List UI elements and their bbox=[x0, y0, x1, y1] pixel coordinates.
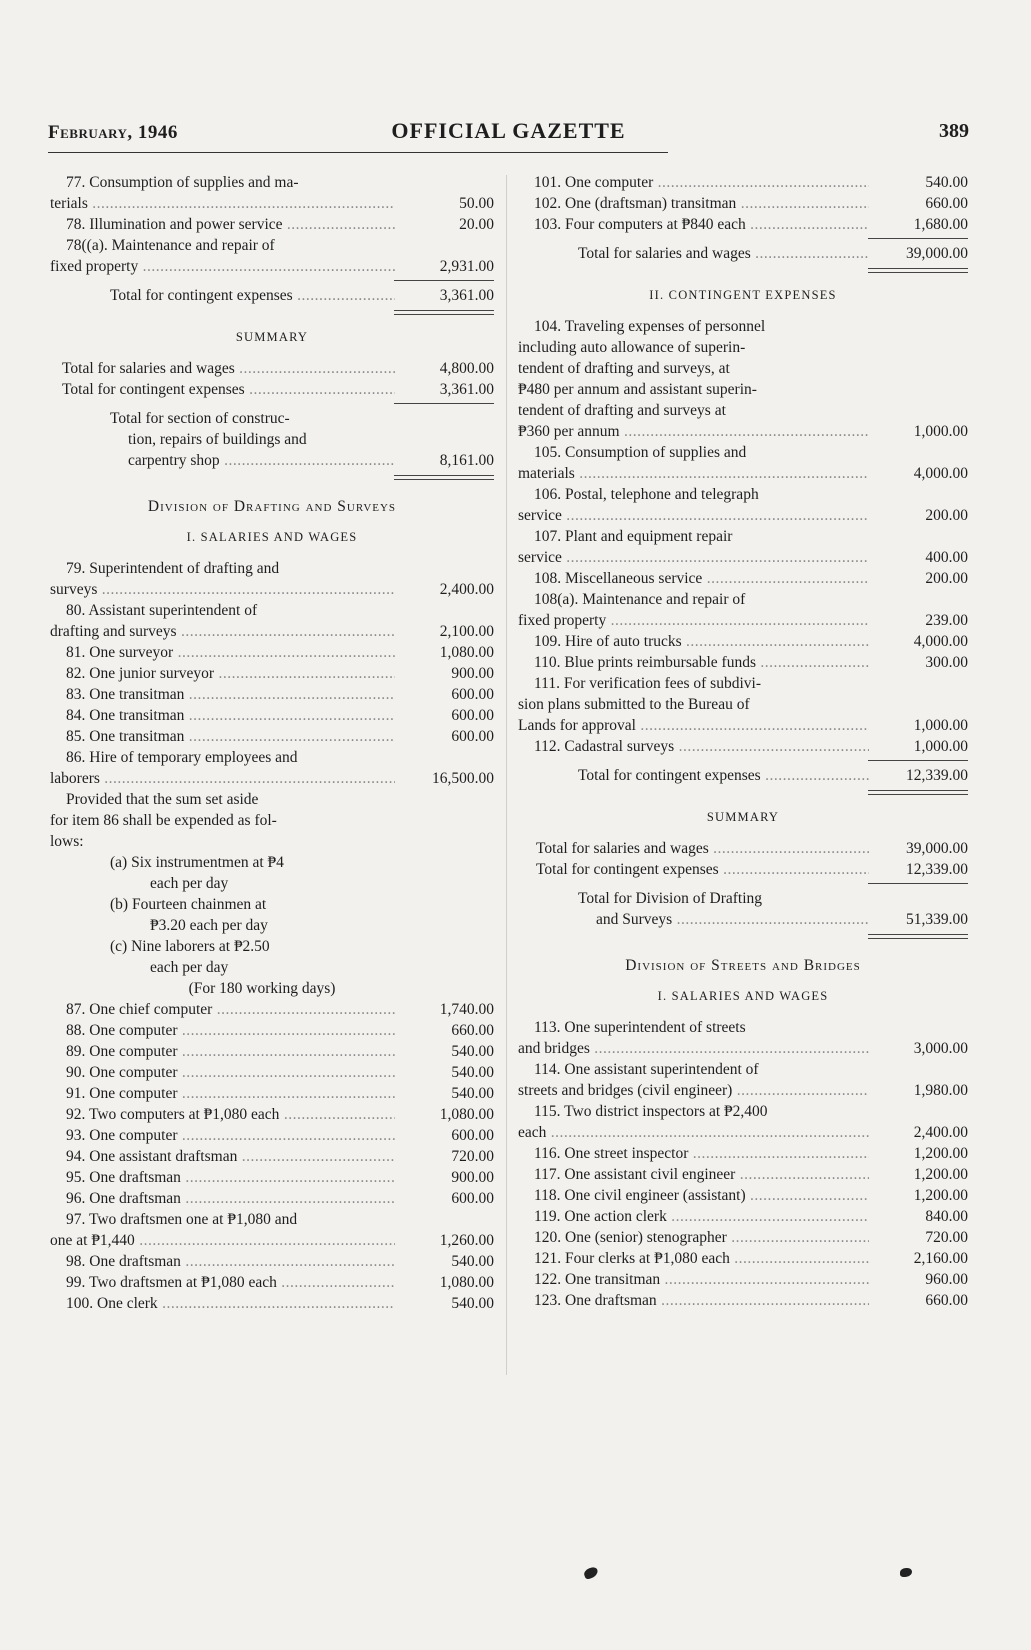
rule bbox=[394, 403, 494, 404]
amount: 540.00 bbox=[451, 1064, 494, 1081]
amount: 540.00 bbox=[451, 1253, 494, 1270]
amount: 2,400.00 bbox=[439, 581, 494, 598]
amount: 1,080.00 bbox=[439, 1106, 494, 1123]
item-97: one at ₱1,440 ..... 1,260.00 bbox=[50, 1230, 494, 1251]
amount: 1,080.00 bbox=[439, 1274, 494, 1291]
item-93: 93. One computer ..... 600.00 bbox=[50, 1125, 494, 1146]
item-117: 117. One assistant civil engineer ..... 1,200.00 bbox=[518, 1164, 968, 1185]
item-80: drafting and surveys ..... 2,100.00 bbox=[50, 621, 494, 642]
item-104-line3: tendent of drafting and surveys, at bbox=[518, 360, 730, 377]
item-114-line1: 114. One assistant superintendent of bbox=[534, 1061, 759, 1078]
item-116: 116. One street inspector ..... 1,200.00 bbox=[518, 1143, 968, 1164]
item-108a-line1: 108(a). Maintenance and repair of bbox=[534, 591, 746, 608]
item-106: service ..... 200.00 bbox=[518, 505, 968, 526]
proviso-b: (b) Fourteen chainmen at bbox=[110, 896, 267, 913]
item-87: 87. One chief computer ..... 1,740.00 bbox=[50, 999, 494, 1020]
amount: 840.00 bbox=[925, 1208, 968, 1225]
item-111: Lands for approval ..... 1,000.00 bbox=[518, 715, 968, 736]
amount: 1,000.00 bbox=[913, 423, 968, 440]
summary-contingent-right: Total for contingent expenses ..... 12,339.00 bbox=[518, 859, 968, 880]
item-104: ₱360 per annum ..... 1,000.00 bbox=[518, 421, 968, 442]
proviso-c: (c) Nine laborers at ₱2.50 bbox=[110, 938, 270, 955]
amount: 2,931.00 bbox=[439, 258, 494, 275]
amount: 660.00 bbox=[925, 1292, 968, 1309]
rule bbox=[868, 760, 968, 761]
item-121: 121. Four clerks at ₱1,080 each ..... 2,160.00 bbox=[518, 1248, 968, 1269]
proviso-line1: Provided that the sum set aside bbox=[66, 791, 259, 808]
item-97-line1: 97. Two draftsmen one at ₱1,080 and bbox=[66, 1211, 298, 1228]
proviso-note: (For 180 working days) bbox=[188, 980, 336, 997]
item-77: terials ..... 50.00 bbox=[50, 193, 494, 214]
double-rule bbox=[868, 934, 968, 939]
amount: 200.00 bbox=[925, 507, 968, 524]
item-108: 108. Miscellaneous service ..... 200.00 bbox=[518, 568, 968, 589]
total-section: carpentry shop ..... 8,161.00 bbox=[50, 450, 494, 471]
amount: 2,400.00 bbox=[913, 1124, 968, 1141]
amount: 400.00 bbox=[925, 549, 968, 566]
amount: 51,339.00 bbox=[906, 911, 968, 928]
division-streets-heading: Division of Streets and Bridges bbox=[625, 957, 861, 974]
proviso-line2: for item 86 shall be expended as fol- bbox=[50, 812, 277, 829]
amount: 1,200.00 bbox=[913, 1145, 968, 1162]
item-78a: fixed property ..... 2,931.00 bbox=[50, 256, 494, 277]
item-91: 91. One computer ..... 540.00 bbox=[50, 1083, 494, 1104]
item-99: 99. Two draftsmen at ₱1,080 each ..... 1,080.00 bbox=[50, 1272, 494, 1293]
amount: 20.00 bbox=[459, 216, 494, 233]
item-111-line2: sion plans submitted to the Bureau of bbox=[518, 696, 750, 713]
item-85: 85. One transitman ..... 600.00 bbox=[50, 726, 494, 747]
total-section-line1: Total for section of construc- bbox=[110, 410, 290, 427]
ink-blot bbox=[900, 1568, 912, 1577]
ink-blot bbox=[583, 1566, 600, 1580]
amount: 1,000.00 bbox=[913, 738, 968, 755]
amount: 1,200.00 bbox=[913, 1187, 968, 1204]
proviso-c-cont: each per day bbox=[150, 959, 229, 976]
item-84: 84. One transitman ..... 600.00 bbox=[50, 705, 494, 726]
double-rule bbox=[868, 268, 968, 273]
amount: 4,000.00 bbox=[913, 465, 968, 482]
left-column bbox=[50, 172, 494, 1314]
amount: 3,000.00 bbox=[913, 1040, 968, 1057]
item-104-line1: 104. Traveling expenses of personnel bbox=[534, 318, 766, 335]
total-salaries-right: Total for salaries and wages ..... 39,000.00 bbox=[518, 243, 968, 264]
double-rule bbox=[394, 310, 494, 315]
item-81: 81. One surveyor ..... 1,080.00 bbox=[50, 642, 494, 663]
amount: 540.00 bbox=[451, 1085, 494, 1102]
amount: 1,740.00 bbox=[439, 1001, 494, 1018]
amount: 2,100.00 bbox=[439, 623, 494, 640]
proviso-b-cont: ₱3.20 each per day bbox=[150, 917, 268, 934]
amount: 2,160.00 bbox=[913, 1250, 968, 1267]
item-89: 89. One computer ..... 540.00 bbox=[50, 1041, 494, 1062]
amount: 1,680.00 bbox=[913, 216, 968, 233]
rule bbox=[868, 883, 968, 884]
rule bbox=[394, 280, 494, 281]
amount: 720.00 bbox=[451, 1148, 494, 1165]
item-119: 119. One action clerk ..... 840.00 bbox=[518, 1206, 968, 1227]
total-section-line2: tion, repairs of buildings and bbox=[128, 431, 307, 448]
item-79-line1: 79. Superintendent of drafting and bbox=[66, 560, 280, 577]
amount: 200.00 bbox=[925, 570, 968, 587]
item-94: 94. One assistant draftsman ..... 720.00 bbox=[50, 1146, 494, 1167]
page-header bbox=[48, 118, 969, 148]
amount: 39,000.00 bbox=[906, 840, 968, 857]
item-98: 98. One draftsman ..... 540.00 bbox=[50, 1251, 494, 1272]
summary-salaries-right: Total for salaries and wages ..... 39,000.00 bbox=[518, 838, 968, 859]
amount: 900.00 bbox=[451, 1169, 494, 1186]
item-103: 103. Four computers at ₱840 each ..... 1,680.00 bbox=[518, 214, 968, 235]
item-104-line4: ₱480 per annum and assistant superin- bbox=[518, 381, 757, 398]
amount: 600.00 bbox=[451, 1127, 494, 1144]
total-contingent-left: Total for contingent expenses ..... 3,361.00 bbox=[50, 285, 494, 306]
item-112: 112. Cadastral surveys ..... 1,000.00 bbox=[518, 736, 968, 757]
item-107: service ..... 400.00 bbox=[518, 547, 968, 568]
item-100: 100. One clerk ..... 540.00 bbox=[50, 1293, 494, 1314]
summary-heading-right: SUMMARY bbox=[706, 810, 780, 824]
amount: 239.00 bbox=[925, 612, 968, 629]
item-96: 96. One draftsman ..... 600.00 bbox=[50, 1188, 494, 1209]
item-101: 101. One computer ..... 540.00 bbox=[518, 172, 968, 193]
amount: 1,000.00 bbox=[913, 717, 968, 734]
item-86-line1: 86. Hire of temporary employees and bbox=[66, 749, 298, 766]
contingent-heading: II. CONTINGENT EXPENSES bbox=[649, 288, 837, 302]
rule bbox=[868, 238, 968, 239]
amount: 3,361.00 bbox=[439, 381, 494, 398]
item-104-line5: tendent of drafting and surveys at bbox=[518, 402, 726, 419]
item-82: 82. One junior surveyor ..... 900.00 bbox=[50, 663, 494, 684]
item-83: 83. One transitman ..... 600.00 bbox=[50, 684, 494, 705]
header-date: February, 1946 bbox=[48, 122, 178, 143]
proviso-a: (a) Six instrumentmen at ₱4 bbox=[110, 854, 284, 871]
item-95: 95. One draftsman ..... 900.00 bbox=[50, 1167, 494, 1188]
item-113: and bridges ..... 3,000.00 bbox=[518, 1038, 968, 1059]
item-122: 122. One transitman ..... 960.00 bbox=[518, 1269, 968, 1290]
item-88: 88. One computer ..... 660.00 bbox=[50, 1020, 494, 1041]
double-rule bbox=[868, 790, 968, 795]
salaries2-heading: I. SALARIES AND WAGES bbox=[657, 989, 829, 1003]
header-rule bbox=[48, 152, 668, 153]
item-92: 92. Two computers at ₱1,080 each ..... 1,080.00 bbox=[50, 1104, 494, 1125]
summary-salaries-left: Total for salaries and wages ..... 4,800.00 bbox=[50, 358, 494, 379]
amount: 4,000.00 bbox=[913, 633, 968, 650]
page-number: 389 bbox=[939, 120, 969, 142]
item-113-line1: 113. One superintendent of streets bbox=[534, 1019, 746, 1036]
amount: 660.00 bbox=[925, 195, 968, 212]
amount: 1,080.00 bbox=[439, 644, 494, 661]
header-title: OFFICIAL GAZETTE bbox=[391, 118, 626, 143]
item-105-line1: 105. Consumption of supplies and bbox=[534, 444, 747, 461]
total-division: and Surveys ..... 51,339.00 bbox=[518, 909, 968, 930]
item-80-line1: 80. Assistant superintendent of bbox=[66, 602, 258, 619]
amount: 600.00 bbox=[451, 728, 494, 745]
amount: 12,339.00 bbox=[906, 861, 968, 878]
division-drafting-heading: Division of Drafting and Surveys bbox=[147, 498, 397, 515]
amount: 960.00 bbox=[925, 1271, 968, 1288]
right-column bbox=[518, 172, 968, 1311]
amount: 660.00 bbox=[451, 1022, 494, 1039]
summary-heading: SUMMARY bbox=[235, 330, 309, 344]
amount: 540.00 bbox=[451, 1043, 494, 1060]
item-86: laborers ..... 16,500.00 bbox=[50, 768, 494, 789]
amount: 16,500.00 bbox=[432, 770, 494, 787]
salaries-heading: I. SALARIES AND WAGES bbox=[186, 530, 358, 544]
item-106-line1: 106. Postal, telephone and telegraph bbox=[534, 486, 759, 503]
item-118: 118. One civil engineer (assistant) ..... 1,200.00 bbox=[518, 1185, 968, 1206]
amount: 39,000.00 bbox=[906, 245, 968, 262]
item-108a: fixed property ..... 239.00 bbox=[518, 610, 968, 631]
item-78a-line1: 78((a). Maintenance and repair of bbox=[66, 237, 275, 254]
item-110: 110. Blue prints reimbursable funds ..... 300.00 bbox=[518, 652, 968, 673]
amount: 600.00 bbox=[451, 707, 494, 724]
item-78: 78. Illumination and power service ..... 20.00 bbox=[50, 214, 494, 235]
amount: 540.00 bbox=[925, 174, 968, 191]
summary-contingent-left: Total for contingent expenses ..... 3,361.00 bbox=[50, 379, 494, 400]
proviso-line3: lows: bbox=[50, 833, 84, 850]
amount: 600.00 bbox=[451, 1190, 494, 1207]
item-111-line1: 111. For verification fees of subdivi- bbox=[534, 675, 761, 692]
amount: 3,361.00 bbox=[439, 287, 494, 304]
item-102: 102. One (draftsman) transitman ..... 660.00 bbox=[518, 193, 968, 214]
item-104-line2: including auto allowance of superin- bbox=[518, 339, 746, 356]
amount: 8,161.00 bbox=[439, 452, 494, 469]
double-rule bbox=[394, 475, 494, 480]
amount: 900.00 bbox=[451, 665, 494, 682]
item-90: 90. One computer ..... 540.00 bbox=[50, 1062, 494, 1083]
item-109: 109. Hire of auto trucks ..... 4,000.00 bbox=[518, 631, 968, 652]
item-115-line1: 115. Two district inspectors at ₱2,400 bbox=[534, 1103, 768, 1120]
amount: 600.00 bbox=[451, 686, 494, 703]
item-120: 120. One (senior) stenographer ..... 720.00 bbox=[518, 1227, 968, 1248]
proviso-a-cont: each per day bbox=[150, 875, 229, 892]
item-115: each ..... 2,400.00 bbox=[518, 1122, 968, 1143]
amount: 1,260.00 bbox=[439, 1232, 494, 1249]
amount: 50.00 bbox=[459, 195, 494, 212]
amount: 12,339.00 bbox=[906, 767, 968, 784]
total-division-line1: Total for Division of Drafting bbox=[578, 890, 763, 907]
item-79: surveys ..... 2,400.00 bbox=[50, 579, 494, 600]
item-114: streets and bridges (civil engineer) ..... 1,980.00 bbox=[518, 1080, 968, 1101]
amount: 1,980.00 bbox=[913, 1082, 968, 1099]
amount: 540.00 bbox=[451, 1295, 494, 1312]
column-divider bbox=[506, 175, 507, 1375]
amount: 300.00 bbox=[925, 654, 968, 671]
item-107-line1: 107. Plant and equipment repair bbox=[534, 528, 733, 545]
total-contingent-right: Total for contingent expenses ..... 12,339.00 bbox=[518, 765, 968, 786]
item-77-line1: 77. Consumption of supplies and ma- bbox=[66, 174, 299, 191]
item-105: materials ..... 4,000.00 bbox=[518, 463, 968, 484]
amount: 1,200.00 bbox=[913, 1166, 968, 1183]
amount: 4,800.00 bbox=[439, 360, 494, 377]
amount: 720.00 bbox=[925, 1229, 968, 1246]
item-123: 123. One draftsman ..... 660.00 bbox=[518, 1290, 968, 1311]
